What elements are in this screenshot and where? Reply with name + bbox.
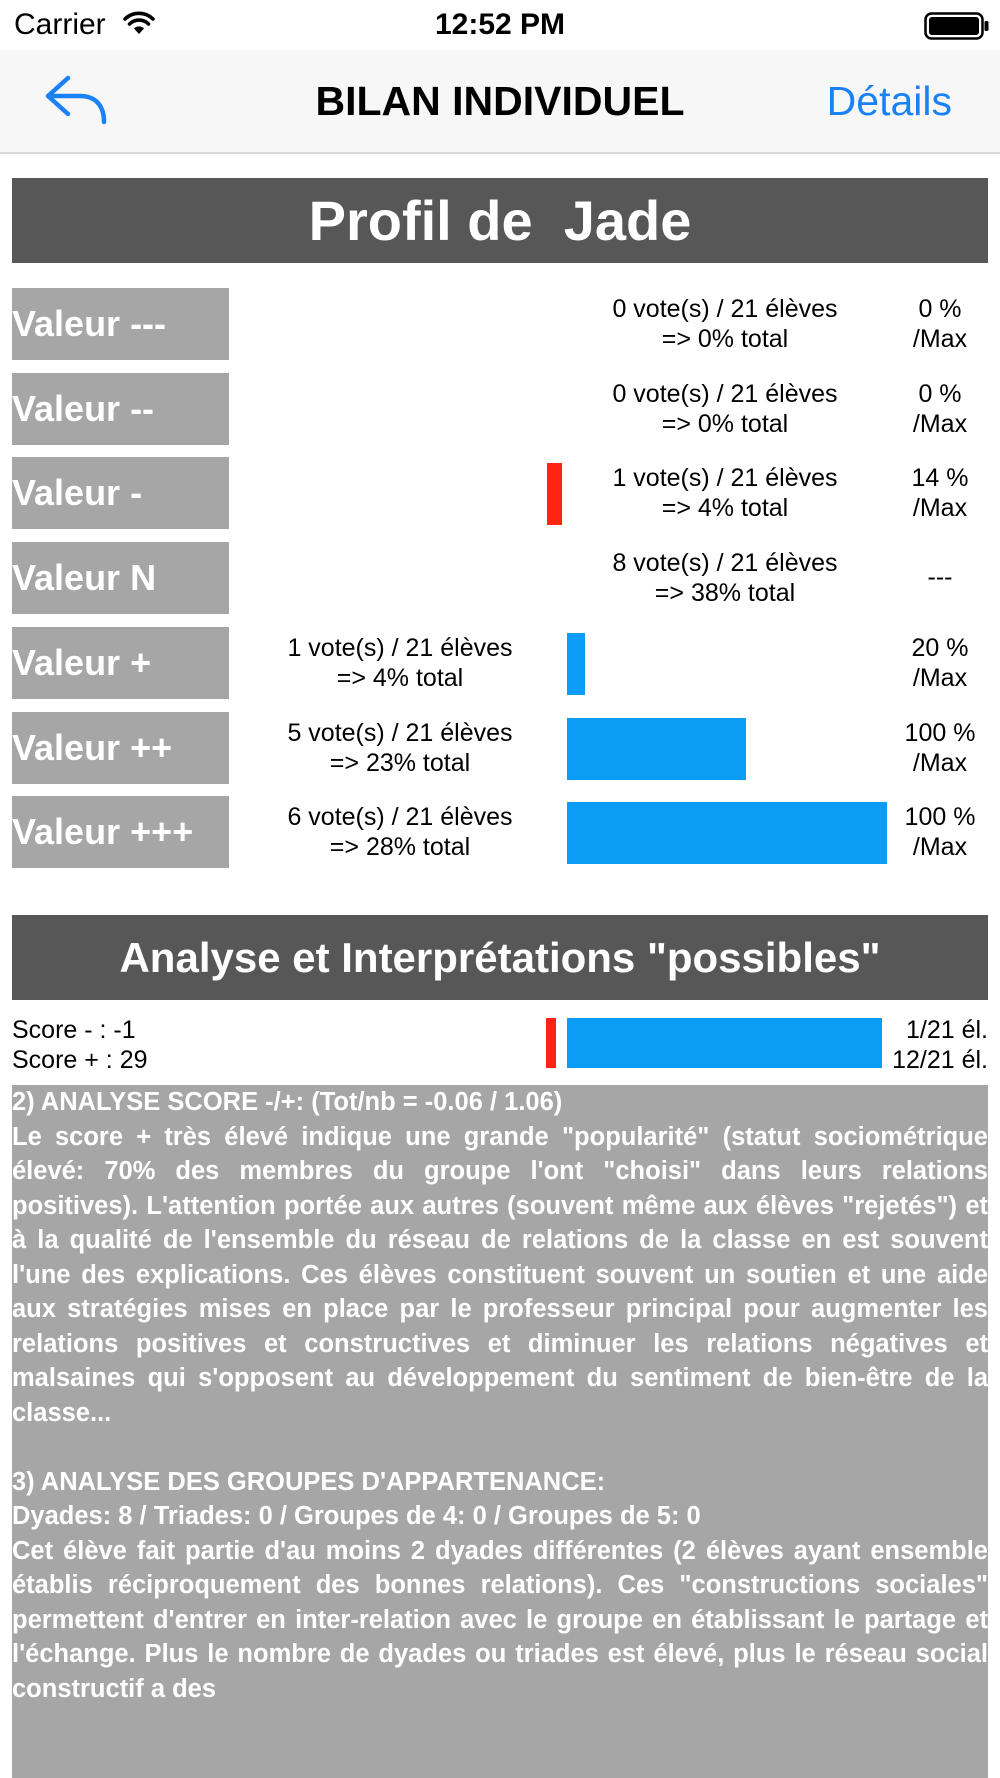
- analysis-groups-counts: Dyades: 8 / Triades: 0 / Groupes de 4: 0 / Groupes de 5: 0: [12, 1502, 701, 1530]
- score-minus-label: Score - : -1: [12, 1016, 136, 1044]
- vote-total: => 4% total: [661, 494, 789, 523]
- vote-total: => 4% total: [336, 663, 464, 692]
- percent-value: 0 %: [918, 379, 962, 408]
- vote-total: => 0% total: [661, 409, 789, 438]
- percent-value: 0 %: [918, 295, 962, 323]
- analysis-score-heading: 2) ANALYSE SCORE -/+: (Tot/nb = -0.06 / 1.06): [12, 1088, 563, 1116]
- score-counts: [892, 1015, 988, 1075]
- battery-icon: [924, 12, 990, 40]
- value-label: Valeur N: [12, 542, 229, 614]
- percent-unit: /Max: [912, 409, 968, 438]
- vote-row: [0, 712, 1000, 784]
- percent-of-max: [890, 802, 990, 862]
- analysis-title: Analyse et Interprétations "possibles": [12, 915, 988, 1000]
- vote-stat: [600, 294, 850, 354]
- value-label: Valeur +: [12, 627, 229, 699]
- vote-total: => 28% total: [329, 833, 471, 862]
- analysis-text-box[interactable]: [12, 1085, 988, 1778]
- percent-of-max: [890, 294, 990, 354]
- value-label: Valeur -: [12, 457, 229, 529]
- value-label: Valeur ++: [12, 712, 229, 784]
- clock: 12:52 PM: [434, 8, 566, 41]
- details-button[interactable]: Détails: [826, 78, 952, 124]
- vote-total: => 0% total: [661, 325, 789, 353]
- vote-row: [0, 542, 1000, 614]
- percent-unit: /Max: [912, 325, 968, 353]
- vote-row: [0, 288, 1000, 360]
- positive-bar: [567, 802, 887, 864]
- vote-count: 1 vote(s) / 21 élèves: [612, 464, 838, 493]
- percent-of-max: [890, 718, 990, 778]
- percent-of-max: [890, 633, 990, 693]
- vote-count: 6 vote(s) / 21 élèves: [287, 803, 513, 832]
- vote-row: [0, 796, 1000, 868]
- vote-row: [0, 627, 1000, 699]
- vote-stat: [600, 379, 850, 439]
- vote-stat: [275, 633, 525, 693]
- score-minus-bar: [546, 1018, 556, 1068]
- profile-title: Profil de Jade: [12, 178, 988, 263]
- status-bar: [0, 0, 1000, 50]
- value-label: Valeur --: [12, 373, 229, 445]
- analysis-score-text: Le score + très élevé indique une grande "popularité" (statut sociométrique élevé: 70% des membres du groupe l'ont "choisi" dans leurs relations positives). L'attention portée aux autres (souvent même aux élèves "rejetés") et à la qualité de l'ensemble du réseau de relations de la classe en est souvent l'une des explications. Ces élèves constituent souvent un soutien et une aide aux stratégies mises en place par le professeur principal pour augmenter les relations positives et constructives et diminuer les relations négatives et malsaines qui s'opposent au développement du sentiment de bien-être de la classe...: [12, 1122, 988, 1427]
- vote-count: 0 vote(s) / 21 élèves: [612, 379, 838, 408]
- vote-stat: [275, 802, 525, 862]
- negative-bar: [547, 463, 562, 525]
- score-plus-label: Score + : 29: [12, 1046, 148, 1074]
- score-labels: [12, 1015, 148, 1075]
- score-plus-bar: [567, 1018, 882, 1068]
- percent-unit: /Max: [912, 663, 968, 692]
- percent-unit: /Max: [912, 833, 968, 862]
- vote-stat: [600, 548, 850, 608]
- value-label: Valeur +++: [12, 796, 229, 868]
- vote-row: [0, 373, 1000, 445]
- percent-of-max: [890, 562, 990, 592]
- percent-value: 20 %: [911, 633, 969, 662]
- nav-title: BILAN INDIVIDUEL: [315, 78, 685, 124]
- percent-value: ---: [927, 563, 953, 592]
- score-plus-count: 12/21 él.: [892, 1046, 988, 1074]
- nav-bar: [0, 50, 1000, 154]
- vote-total: => 38% total: [654, 579, 796, 608]
- score-minus-count: 1/21 él.: [905, 1016, 988, 1044]
- vote-total: => 23% total: [329, 748, 471, 777]
- vote-stat: [275, 718, 525, 778]
- percent-unit: /Max: [912, 748, 968, 777]
- value-label: Valeur ---: [12, 288, 229, 360]
- percent-value: 100 %: [904, 718, 976, 747]
- analysis-groups-heading: 3) ANALYSE DES GROUPES D'APPARTENANCE:: [12, 1467, 606, 1496]
- percent-of-max: [890, 379, 990, 439]
- vote-stat: [600, 463, 850, 523]
- percent-value: 14 %: [911, 464, 969, 493]
- vote-count: 5 vote(s) / 21 élèves: [287, 718, 513, 747]
- percent-of-max: [890, 463, 990, 523]
- analysis-groups-text: Cet élève fait partie d'au moins 2 dyades différentes (2 élèves ayant ensemble établis réciproquement des bonnes relations). Ces "constructions sociales" permettent d'entrer en inter-relation avec le groupe en établissant le partage et l'échange. Plus le nombre de dyades ou triades est élevé, plus le réseau social constructif a des: [12, 1536, 988, 1703]
- percent-unit: /Max: [912, 494, 968, 523]
- vote-row: [0, 457, 1000, 529]
- vote-count: 8 vote(s) / 21 élèves: [612, 549, 838, 578]
- carrier-label: Carrier: [14, 8, 106, 41]
- vote-count: 1 vote(s) / 21 élèves: [287, 633, 513, 662]
- positive-bar: [567, 633, 585, 695]
- positive-bar: [567, 718, 746, 780]
- vote-count: 0 vote(s) / 21 élèves: [612, 295, 838, 323]
- percent-value: 100 %: [904, 803, 976, 832]
